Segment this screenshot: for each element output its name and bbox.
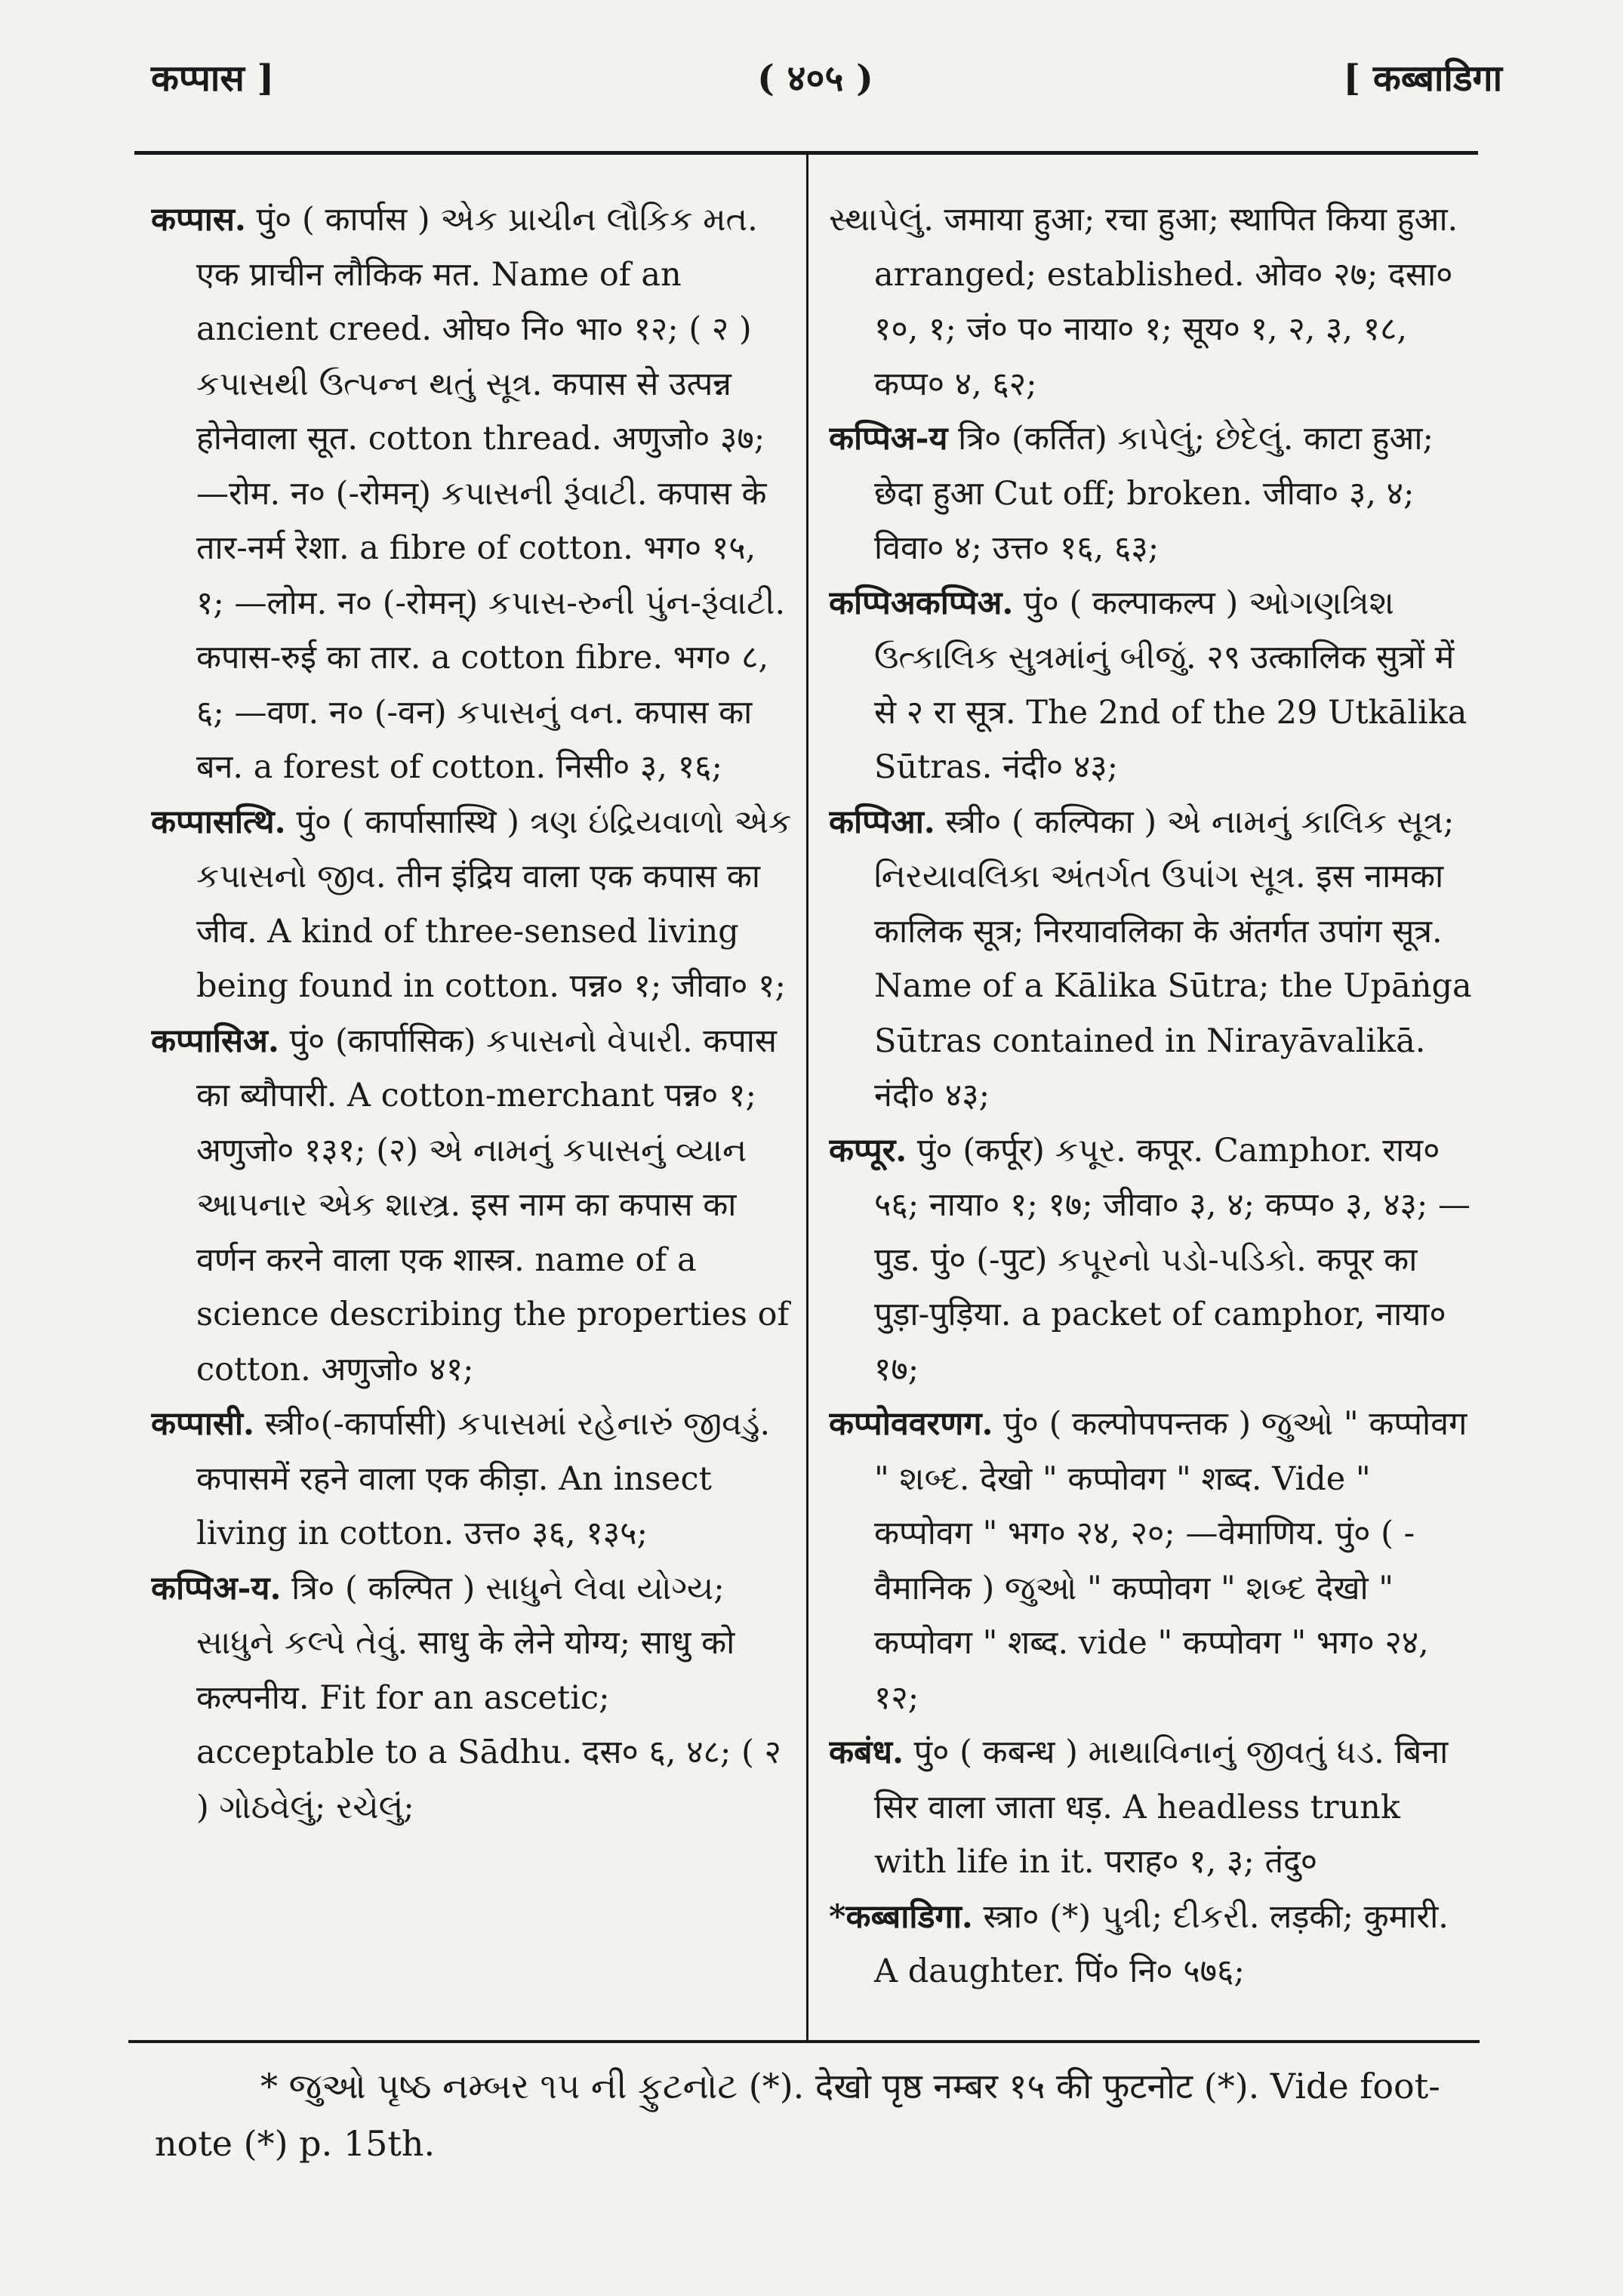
entry-headword: कबंध. xyxy=(829,1734,904,1771)
entry-headword: कप्पासत्थि. xyxy=(151,803,286,841)
entry-body: સ્થાપેલું. जमाया हुआ; रचा हुआ; स्थापित किया हुआ. arranged; established. ओव० २७; दसा० १०, १; जं० प० नाया० १; सूय० १, २, ३, १८, कप्प० ४, ६२; xyxy=(829,201,1458,403)
right-column xyxy=(829,193,1474,2020)
dictionary-entry xyxy=(829,411,1474,576)
entry-body: पुं० (कर्पूर) કપૂર. कपूर. Camphor. राय० ५६; नाया० १; १७; जीवा० ३, ४; कप्प० ३, ४३; —पुड. पुं० (-पुट) કપૂરનો પડો-પડિકો. कपूर का पुड़ा-पुड़िया. a packet of camphor, नाया० १७; xyxy=(874,1131,1471,1388)
entry-body: पुं० ( कबन्ध ) માથાવિનાનું જીવતું ધડ. बिना सिर वाला जाता धड़. A headless trunk with life in it. पराह० १, ३; तंदु० xyxy=(874,1734,1449,1881)
column-divider xyxy=(806,155,808,2040)
entry-headword: *कब्बाडिगा. xyxy=(829,1897,973,1936)
dictionary-entry xyxy=(151,193,793,795)
dictionary-entry xyxy=(151,795,793,1014)
dictionary-entry xyxy=(829,1890,1474,1999)
entry-headword: कप्पासिअ. xyxy=(151,1022,279,1060)
entry-headword: कप्पोववरणग. xyxy=(829,1405,993,1443)
entry-body: त्रि० (कर्तित) કાપેલું; છેદેલું. काटा हुआ; छेदा हुआ Cut off; broken. जीवा० ३, ४; विवा० ४; उत्त० १६, ६३; xyxy=(874,420,1434,567)
footer-rule xyxy=(128,2040,1480,2043)
entry-body: स्त्रा० (*) પુત્રી; દીકરી. लड़की; कुमारी. A daughter. पिं० नि० ५७६; xyxy=(874,1897,1449,1990)
entry-headword: कप्पास. xyxy=(151,201,246,239)
entry-body: त्रि० ( कल्पित ) સાધુને લેવા યોગ્ય; સાધુને કલ્પે તેવું. साधु के लेने योग्य; साधु को कल्पनीय. Fit for an ascetic; acceptable to a Sādhu. दस० ६, ४८; ( २ ) ગોઠવેલું; રચેલું; xyxy=(196,1569,781,1826)
dictionary-entry xyxy=(829,1725,1474,1890)
entry-headword: कप्पिअकप्पिअ. xyxy=(829,584,1014,622)
running-head-left: कप्पास ] xyxy=(151,57,275,100)
entry-body: पुं० ( कार्पास ) એક પ્રાચીન લૌકિક મત. एक प्राचीन लौकिक मत. Name of an ancient creed. ओघ० नि० भा० १२; ( २ ) કપાસથી ઉત્પન્ન થતું સૂત્ર. कपास से उत्पन्न होनेवाला सूत. cotton thread. अणुजो० ३७; —रोम. न० (-रोमन्) કપાસની રૂંવાટી. कपास के तार-नर्म रेशा. a fibre of cotton. भग० १५, १; —लोम. न० (-रोमन्) કપાસ-રુની પુંન-રૂંવાટી. कपास-रुई का तार. a cotton fibre. भग० ८, ६; —वण. न० (-वन) કપાસનું વન. कपास का बन. a forest of cotton. निसी० ३, १६; xyxy=(196,201,786,786)
entry-headword: कप्पिआ. xyxy=(829,803,935,841)
left-column xyxy=(151,193,793,2020)
page-number: ( ४०५ ) xyxy=(757,57,873,100)
entry-body: पुं० ( कार्पासास्थि ) ત્રણ ઇંદ્રિયવાળો એક કપાસનો જીવ. तीन इंद्रिय वाला एक कपास का जीव. A kind of three-sensed living being found in cotton. पन्न० १; जीवा० १; xyxy=(196,803,792,1005)
entry-headword: कप्पासी. xyxy=(151,1405,255,1443)
entry-headword: कप्पिअ-य xyxy=(829,420,948,458)
dictionary-entry xyxy=(829,576,1474,795)
running-head-right: [ कब्बाडिगा xyxy=(1343,57,1502,100)
entry-body: पुं० ( कल्पोपपन्तक ) જુઓ " कप्पोवग " શબ્દ. देखो " कप्पोवग " शब्द. Vide " कप्पोवग " भग० २४, २०; —वेमाणिय. पुं० ( -वैमानिक ) જુઓ " कप्पोवग " શબ્દ देखो " कप्पोवग " शब्द. vide " कप्पोवग " भग० २४, १२; xyxy=(874,1405,1467,1717)
dictionary-entry xyxy=(151,1014,793,1398)
entry-body: पुं० ( कल्पाकल्प ) ઓગણત્રિશ ઉત્કાલિક સુત્રમાંનું બીજું. २९ उत्कालिक सुत्रों में से २ रा सूत्र. The 2nd of the 29 Utkālika Sūtras. नंदी० ४३; xyxy=(874,584,1467,786)
entry-body: स्त्री० ( कल्पिका ) એ નામનું કાલિક સૂત્ર; નિરયાવલિકા અંતર્ગત ઉપાંગ સૂત્ર. इस नामका कालिक सूत्र; निरयावलिका के अंतर्गत उपांग सूत्र. Name of a Kālika Sūtra; the Upāṅga Sūtras contained in Nirayāvalikā. नंदी० ४३; xyxy=(874,803,1472,1114)
footnote: * જુઓ પૃષ્ઠ નમ્બર ૧૫ ની ફુટનોટ (*). देखो पृष्ठ नम्बर १५ की फुटनोट (*). Vide foot-note (*) p. 15th. xyxy=(155,2066,1440,2164)
dictionary-entry xyxy=(151,1561,793,1835)
entry-body: स्त्री०(-कार्पासी) કપાસમાં રહેનારું જીવડું. कपासमें रहने वाला एक कीड़ा. An insect living in cotton. उत्त० ३६, १३५; xyxy=(196,1405,771,1552)
dictionary-entry xyxy=(829,1123,1474,1398)
entry-headword: कप्पूर. xyxy=(829,1131,907,1170)
entry-continuation xyxy=(829,193,1474,411)
dictionary-entry xyxy=(151,1397,793,1561)
dictionary-entry xyxy=(829,1397,1474,1725)
entry-body: पुं० (कार्पासिक) કપાસનો વેપારી. कपास का ब्यौपारी. A cotton-merchant पन्न० १; अणुजो० १३१; (२) એ નામનું કપાસનું વ્યાન આપનાર એક શાસ્ત્ર. इस नाम का कपास का वर्णन करने वाला एक शास्त्र. name of a science describing the properties of cotton. अणुजो० ४१; xyxy=(196,1022,790,1388)
dictionary-entry xyxy=(829,795,1474,1123)
entry-headword: कप्पिअ-य. xyxy=(151,1569,282,1607)
